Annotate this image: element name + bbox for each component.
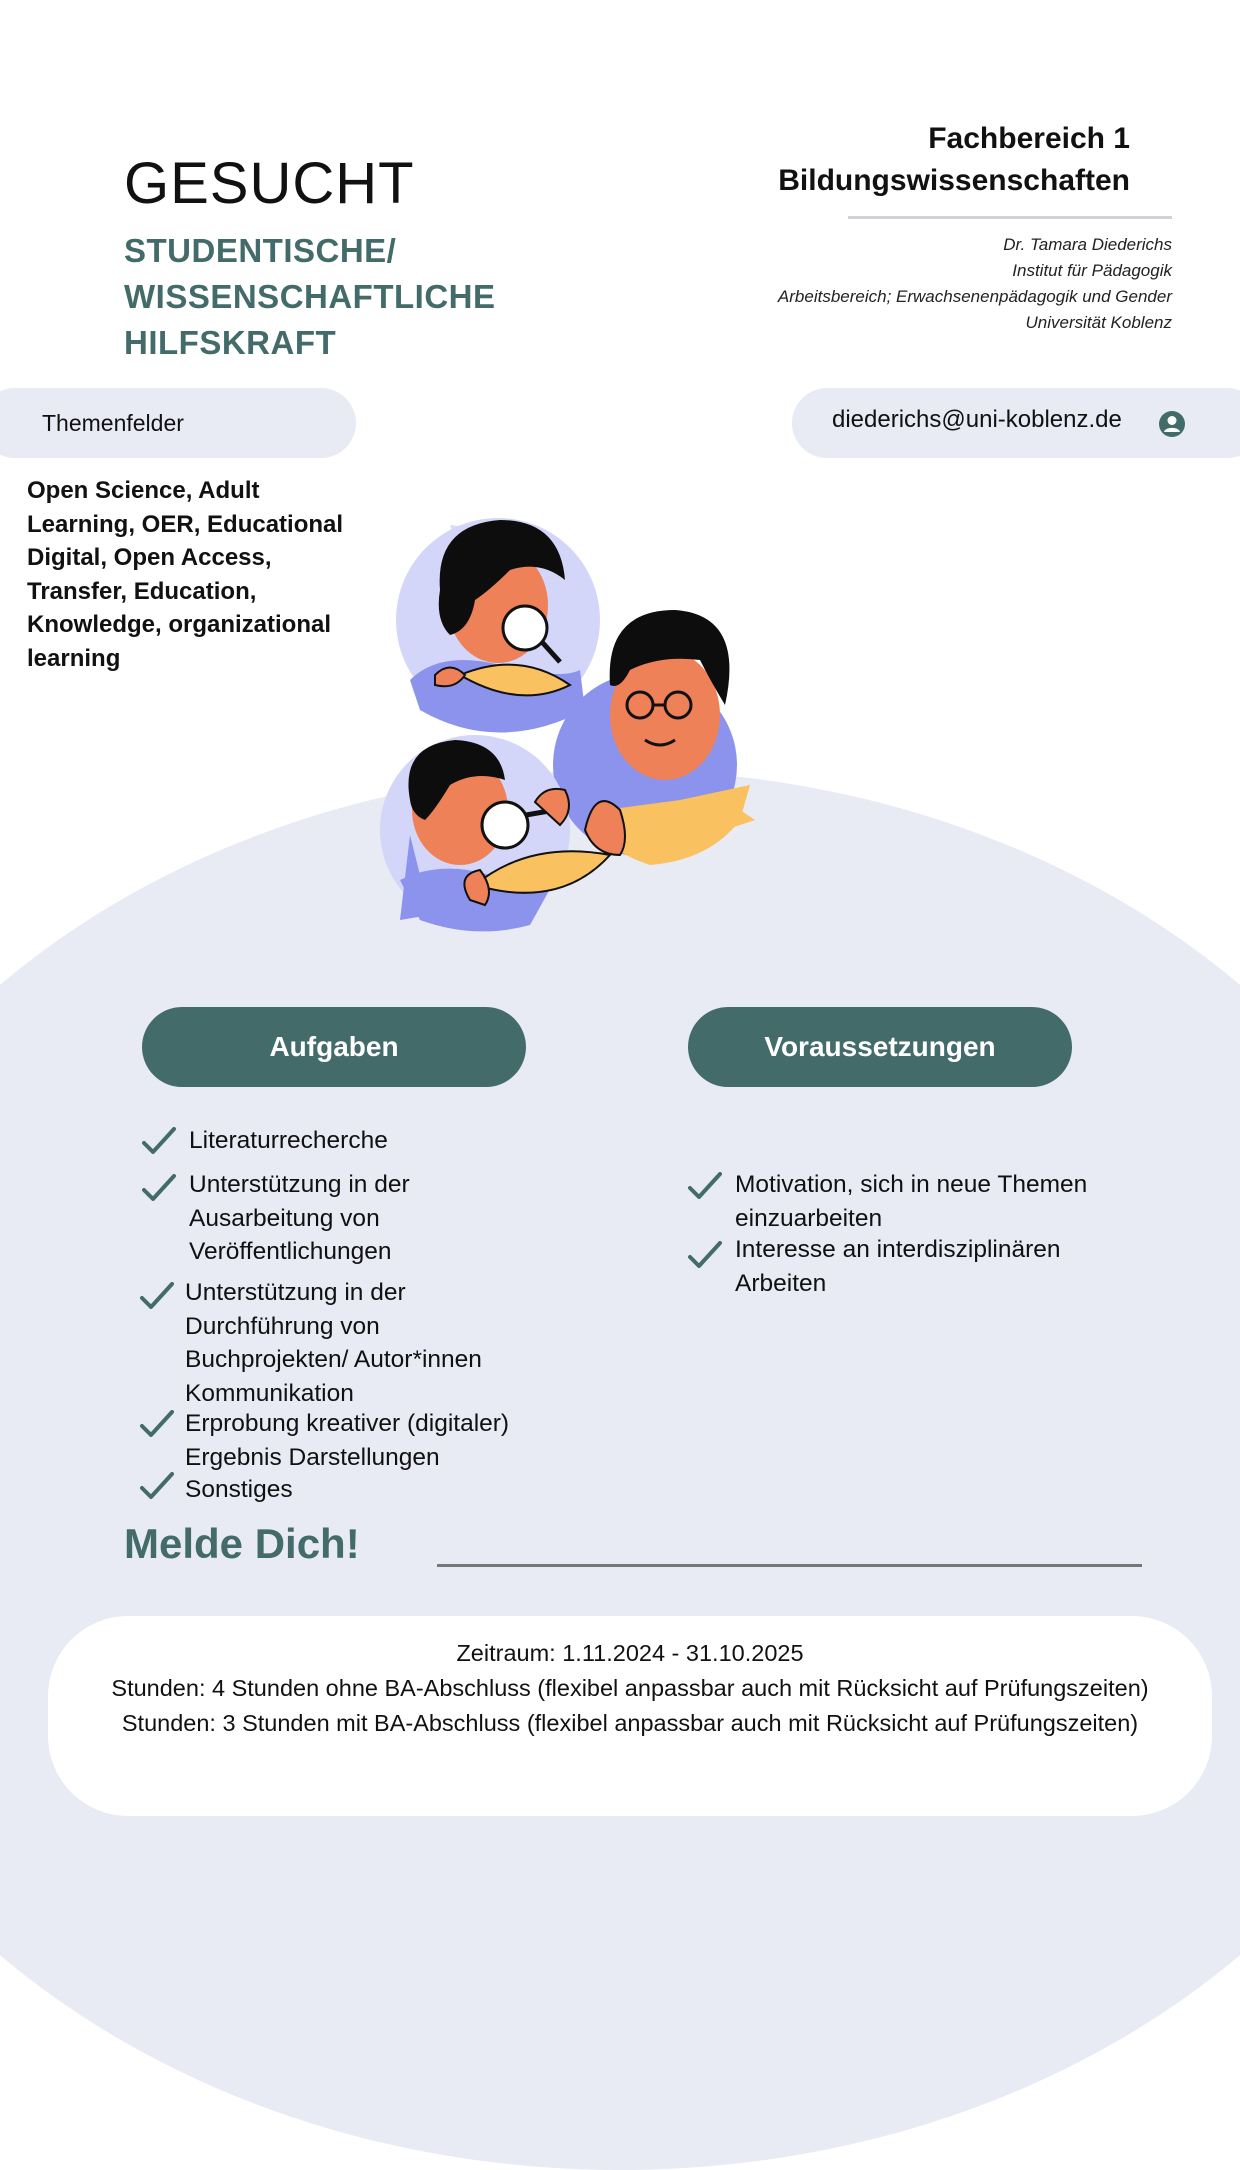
topics-label: Themenfelder (42, 410, 184, 436)
contact-line: Universität Koblenz (1025, 313, 1172, 332)
list-item: Motivation, sich in neue Themen einzuarbeiten (735, 1171, 1088, 1232)
list-item: Erprobung kreativer (digitaler) Ergebnis Darstellungen (185, 1410, 510, 1471)
contact-line: Institut für Pädagogik (1012, 261, 1172, 280)
aufgaben-heading: Aufgaben (142, 1007, 526, 1087)
check-icon (140, 1410, 174, 1438)
position-title (124, 228, 496, 366)
email-pill[interactable] (792, 388, 1240, 458)
department (778, 118, 1130, 202)
position-line: HILFSKRAFT (124, 324, 337, 361)
topics-text: Open Science, Adult Learning, OER, Educational Digital, Open Access, Transfer, Education, Knowledge, organizational learning (27, 477, 344, 672)
call-to-action: Melde Dich! (124, 1520, 360, 1567)
header-divider (848, 216, 1172, 219)
department-line: Fachbereich 1 (928, 122, 1130, 155)
contact-line: Dr. Tamara Diederichs (1003, 235, 1172, 254)
voraussetzungen-heading: Voraussetzungen (688, 1007, 1072, 1087)
page-title: GESUCHT (124, 151, 415, 216)
check-icon (140, 1472, 174, 1500)
list-item: Unterstützung in der Durchführung von Buchprojekten/ Autor*innen Kommunikation (185, 1279, 482, 1407)
people-illustration (380, 510, 850, 940)
check-icon (688, 1241, 722, 1269)
check-icon (140, 1282, 174, 1310)
check-icon (142, 1174, 176, 1202)
contact-info (778, 232, 1172, 336)
footer-text (48, 1636, 1212, 1741)
position-line: STUDENTISCHE/ (124, 232, 397, 269)
check-icon (688, 1172, 722, 1200)
position-line: WISSENSCHAFTLICHE (124, 278, 496, 315)
contact-line: Arbeitsbereich; Erwachsenenpädagogik und Gender (777, 287, 1172, 306)
list-item: Interesse an interdisziplinären Arbeiten (735, 1236, 1061, 1297)
topics-label-pill (0, 388, 356, 458)
list-item: Sonstiges (185, 1476, 293, 1503)
period-text: Zeitraum: 1.11.2024 - 31.10.2025 (456, 1640, 804, 1666)
hours-text: Stunden: 3 Stunden mit BA-Abschluss (flexibel anpassbar auch mit Rücksicht auf Prüfungszeiten) (121, 1710, 1139, 1736)
signature-line (437, 1564, 1142, 1567)
list-item: Unterstützung in der Ausarbeitung von Veröffentlichungen (189, 1171, 410, 1265)
user-icon (1158, 410, 1186, 438)
list-item: Literaturrecherche (189, 1127, 388, 1154)
email-link[interactable]: diederichs@uni-koblenz.de (832, 406, 1122, 433)
check-icon (142, 1127, 176, 1155)
hours-text: Stunden: 4 Stunden ohne BA-Abschluss (flexibel anpassbar auch mit Rücksicht auf Prüfungszeiten) (111, 1675, 1149, 1701)
department-line: Bildungswissenschaften (778, 164, 1130, 197)
